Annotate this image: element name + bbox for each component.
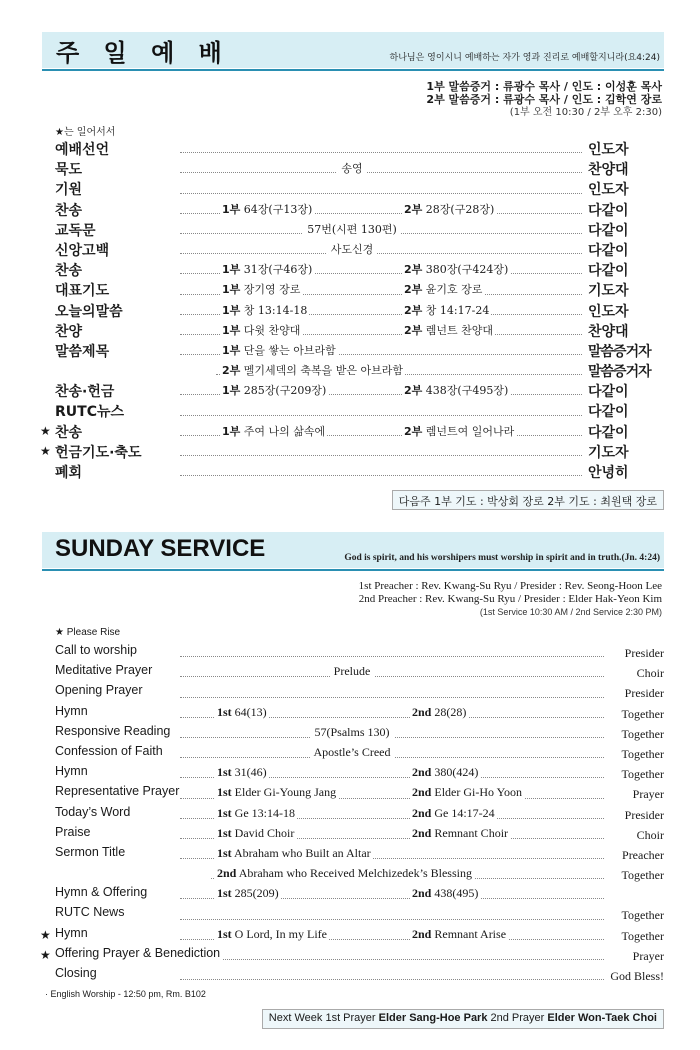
item-label: 기원 <box>55 179 175 199</box>
item-label: 찬송 <box>55 200 175 220</box>
second-service-text: 380(424) <box>431 765 479 780</box>
item-leader: 다같이 <box>588 422 664 442</box>
item-leader: 인도자 <box>588 301 664 321</box>
first-service-tag: 2부 <box>222 364 241 378</box>
first-service-content <box>215 886 281 901</box>
first-service-text: 창 13:14-18 <box>240 303 308 317</box>
english-next-week-box <box>262 1009 664 1029</box>
korean-preacher-2: 2부 말씀증거 : 류광수 목사 / 인도 : 김학연 장로 <box>426 93 662 106</box>
next-week-prayer-2: Elder Won-Taek Choi <box>547 1012 657 1024</box>
order-row <box>40 178 664 198</box>
first-service-content <box>220 201 314 217</box>
second-service-content <box>410 886 480 901</box>
second-service-text: 438(495) <box>431 886 479 901</box>
second-service-content <box>410 765 480 780</box>
second-service-text: 28장(구28장) <box>422 202 495 216</box>
korean-order-of-worship <box>40 138 664 481</box>
second-service-text: 창 14:17-24 <box>422 303 490 317</box>
item-leader: Presider <box>624 686 664 701</box>
first-service-tag: 1부 <box>222 283 241 297</box>
order-row <box>40 259 664 279</box>
order-row <box>40 300 664 320</box>
order-row <box>40 763 664 783</box>
item-leader: 인도자 <box>588 179 664 199</box>
item-label: Praise <box>55 824 91 839</box>
order-row <box>40 421 664 441</box>
first-service-content <box>215 806 297 821</box>
item-leader: Preacher <box>622 847 664 862</box>
second-service-text: Remnant Choir <box>431 825 509 840</box>
second-service-tag: 2부 <box>404 263 423 277</box>
first-service-content <box>215 705 269 720</box>
order-row <box>40 864 664 884</box>
order-row <box>40 380 664 400</box>
second-service-content <box>402 201 496 217</box>
korean-title: 주 일 예 배 <box>56 39 230 67</box>
rise-star-icon: ★ <box>40 443 51 458</box>
second-service-content <box>410 806 497 821</box>
second-service-content <box>402 382 510 398</box>
order-row <box>40 804 664 824</box>
order-row <box>40 320 664 340</box>
korean-header-rule <box>42 69 664 71</box>
first-service-content <box>215 846 373 861</box>
order-row <box>40 441 664 461</box>
first-service-text: 주여 나의 삶속에 <box>240 424 326 438</box>
leader-dots <box>180 415 582 416</box>
item-leader: 다같이 <box>588 240 664 260</box>
order-row <box>40 945 664 965</box>
item-label: Representative Prayer <box>55 784 180 799</box>
item-label: 묵도 <box>55 159 175 179</box>
first-service-tag: 1st <box>217 704 232 719</box>
order-row <box>40 965 664 985</box>
order-row <box>40 219 664 239</box>
english-service-time: (1st Service 10:30 AM / 2nd Service 2:30 PM) <box>479 607 662 617</box>
second-service-content <box>410 705 468 720</box>
item-content-text: 57(Psalms 130) <box>311 725 394 739</box>
first-service-tag: 1부 <box>222 263 241 277</box>
first-service-text: O Lord, In my Life <box>231 926 327 941</box>
item-label: RUTC뉴스 <box>55 401 175 421</box>
second-service-text: 28(28) <box>431 704 467 719</box>
korean-verse: 하나님은 영이시니 예배하는 자가 영과 진리로 예배할지니라(요4:24) <box>389 53 660 63</box>
leader-dots <box>180 475 582 476</box>
item-leader: 안녕히 <box>588 462 664 482</box>
item-leader: Together <box>621 706 664 721</box>
second-service-content <box>402 302 491 318</box>
order-row <box>40 158 664 178</box>
item-content <box>40 221 664 237</box>
item-leader: 다같이 <box>588 260 664 280</box>
item-leader: 다같이 <box>588 220 664 240</box>
item-leader: Together <box>621 908 664 923</box>
second-service-text: 윤기호 장로 <box>422 283 483 297</box>
item-leader: Together <box>621 928 664 943</box>
english-preacher-1: 1st Preacher : Rev. Kwang-Su Ryu / Presider : Rev. Seong-Hoon Lee <box>358 580 662 592</box>
item-leader: Together <box>621 767 664 782</box>
english-verse: God is spirit, and his worshipers must worship in spirit and in truth.(Jn. 4:24) <box>344 553 660 563</box>
first-service-text: 다윗 찬양대 <box>240 323 301 337</box>
item-label: Confession of Faith <box>55 743 163 758</box>
first-service-content <box>220 342 338 358</box>
first-service-content <box>220 281 302 297</box>
item-leader: 다같이 <box>588 401 664 421</box>
item-label: RUTC News <box>55 905 125 920</box>
item-leader: 인도자 <box>588 139 664 159</box>
order-row <box>40 360 664 380</box>
second-service-tag: 2부 <box>404 384 423 398</box>
english-title: SUNDAY SERVICE <box>55 535 266 562</box>
second-service-content <box>402 261 510 277</box>
item-label: Responsive Reading <box>55 723 171 738</box>
order-row <box>40 138 664 158</box>
item-leader: Prayer <box>632 787 664 802</box>
order-row <box>40 461 664 481</box>
leader-dots <box>180 193 582 194</box>
second-service-tag: 2nd <box>412 704 432 719</box>
korean-header-bar <box>42 32 664 68</box>
first-service-content <box>215 866 474 881</box>
korean-service-time: (1부 오전 10:30 / 2부 오후 2:30) <box>509 107 662 118</box>
leader-dots <box>180 919 604 920</box>
first-service-text: Abraham who Built an Altar <box>231 845 371 860</box>
second-service-tag: 2nd <box>412 886 432 901</box>
english-header-rule <box>42 569 664 571</box>
first-service-text: 31장(구46장) <box>240 263 313 277</box>
item-content-text: 57번(시편 130편) <box>303 223 401 236</box>
item-content-text: Apostle’s Creed <box>310 745 395 759</box>
item-content <box>40 664 664 679</box>
item-leader: 기도자 <box>588 280 664 300</box>
first-service-text: 285(209) <box>231 886 279 901</box>
first-service-text: 멜기세덱의 축복을 받은 아브라함 <box>240 364 404 378</box>
item-label: 찬송 <box>55 422 175 442</box>
first-service-tag: 1st <box>217 845 232 860</box>
item-content <box>40 745 664 760</box>
first-service-content <box>215 785 338 800</box>
leader-dots <box>180 979 604 980</box>
item-label: 찬송·헌금 <box>55 381 175 401</box>
order-row <box>40 400 664 420</box>
english-preacher-2: 2nd Preacher : Rev. Kwang-Su Ryu / Presider : Elder Hak-Yeon Kim <box>358 593 662 605</box>
order-row <box>40 662 664 682</box>
item-leader: 말씀증거자 <box>588 361 664 381</box>
order-row <box>40 682 664 702</box>
first-service-text: David Choir <box>231 825 295 840</box>
first-service-tag: 1st <box>217 886 232 901</box>
order-row <box>40 723 664 743</box>
item-label: Meditative Prayer <box>55 663 153 678</box>
order-row <box>40 783 664 803</box>
english-order-of-worship <box>40 642 664 985</box>
first-service-text: 64장(구13장) <box>240 202 313 216</box>
item-leader: Choir <box>636 666 664 681</box>
first-service-text: 31(46) <box>231 765 267 780</box>
item-leader: Together <box>621 726 664 741</box>
item-leader: Prayer <box>632 948 664 963</box>
item-leader: Together <box>621 868 664 883</box>
item-content <box>40 725 664 740</box>
item-content <box>40 241 664 257</box>
second-service-text: 렘넌트여 일어나라 <box>422 424 515 438</box>
first-service-tag: 1부 <box>222 303 241 317</box>
first-service-content <box>215 927 329 942</box>
leader-dots <box>180 152 582 153</box>
order-row <box>40 199 664 219</box>
first-service-tag: 1부 <box>222 202 241 216</box>
first-service-tag: 1부 <box>222 424 241 438</box>
second-service-tag: 2nd <box>412 785 432 800</box>
second-service-text: Remnant Arise <box>431 926 507 941</box>
first-service-tag: 1st <box>217 765 232 780</box>
english-rise-note: ★ Please Rise <box>55 627 121 638</box>
item-label: Offering Prayer & Benediction <box>55 945 221 960</box>
next-week-prefix: Next Week 1st Prayer <box>268 1012 379 1024</box>
leader-dots <box>180 455 582 456</box>
korean-next-week-box: 다음주 1부 기도 : 박상회 장로 2부 기도 : 최원택 장로 <box>392 490 664 510</box>
rise-star-icon: ★ <box>40 947 51 962</box>
second-service-tag: 2부 <box>404 323 423 337</box>
order-row <box>40 743 664 763</box>
second-service-content <box>410 826 510 841</box>
item-leader: 찬양대 <box>588 321 664 341</box>
first-service-tag: 1st <box>217 785 232 800</box>
first-service-text: Ge 13:14-18 <box>231 805 295 820</box>
item-leader: Presider <box>624 807 664 822</box>
second-service-content <box>402 423 516 439</box>
first-service-tag: 1st <box>217 926 232 941</box>
second-service-text: 렘넌트 찬양대 <box>422 323 494 337</box>
rise-star-icon: ★ <box>40 423 51 438</box>
item-label: 헌금기도·축도 <box>55 442 175 462</box>
item-label: Today’s Word <box>55 804 131 819</box>
second-service-text: 380장(구424장) <box>422 263 509 277</box>
order-row <box>40 824 664 844</box>
english-header-bar <box>42 532 664 568</box>
item-label: 예배선언 <box>55 139 175 159</box>
item-label: Closing <box>55 966 97 980</box>
first-service-tag: 1st <box>217 825 232 840</box>
first-service-content <box>220 362 405 378</box>
item-content <box>40 160 664 176</box>
korean-preacher-1: 1부 말씀증거 : 류광수 목사 / 인도 : 이성훈 목사 <box>426 80 662 93</box>
rise-star-icon: ★ <box>40 927 51 942</box>
item-label: 찬양 <box>55 321 175 341</box>
item-content-text: 송영 <box>337 162 366 175</box>
second-service-content <box>410 785 524 800</box>
next-week-prayer-1: Elder Sang-Hoe Park <box>378 1012 488 1024</box>
leader-dots <box>180 959 604 960</box>
item-label: Hymn & Offering <box>55 885 148 900</box>
first-service-content <box>215 765 269 780</box>
first-service-content <box>220 423 327 439</box>
leader-dots <box>180 656 604 657</box>
item-leader: 다같이 <box>588 381 664 401</box>
order-row <box>40 884 664 904</box>
first-service-tag: 1부 <box>222 323 241 337</box>
order-row <box>40 340 664 360</box>
item-leader: 말씀증거자 <box>588 341 664 361</box>
second-service-content <box>402 281 484 297</box>
first-service-content <box>220 322 302 338</box>
first-service-text: Elder Gi-Young Jang <box>231 785 337 800</box>
second-service-text: 438장(구495장) <box>422 384 509 398</box>
item-label: Sermon Title <box>55 844 126 859</box>
second-service-text: Ge 14:17-24 <box>431 805 495 820</box>
first-service-text: 64(13) <box>231 704 267 719</box>
korean-rise-note: ★는 일어서서 <box>55 127 116 138</box>
item-leader: 찬양대 <box>588 159 664 179</box>
order-row <box>40 904 664 924</box>
first-service-text: 장기영 장로 <box>240 283 301 297</box>
first-service-text: Abraham who Received Melchizedek’s Blessing <box>236 866 472 881</box>
item-label: Call to worship <box>55 643 137 657</box>
order-row <box>40 642 664 662</box>
first-service-content <box>220 261 314 277</box>
item-leader: Together <box>621 746 664 761</box>
next-week-mid: 2nd Prayer <box>487 1012 548 1024</box>
first-service-tag: 1st <box>217 805 232 820</box>
item-leader: 다같이 <box>588 200 664 220</box>
item-leader: Presider <box>624 646 664 660</box>
first-service-content <box>220 382 328 398</box>
item-label: Hymn <box>55 925 88 940</box>
second-service-tag: 2부 <box>404 424 423 438</box>
first-service-tag: 1부 <box>222 343 241 357</box>
order-row <box>40 844 664 864</box>
second-service-tag: 2nd <box>412 765 432 780</box>
second-service-content <box>410 927 508 942</box>
item-leader: 기도자 <box>588 442 664 462</box>
first-service-content <box>215 826 296 841</box>
order-row <box>40 703 664 723</box>
item-content-text: 사도신경 <box>327 243 378 256</box>
second-service-content <box>402 322 495 338</box>
item-label: 교독문 <box>55 220 175 240</box>
item-label: Opening Prayer <box>55 683 143 698</box>
item-label: 대표기도 <box>55 280 175 300</box>
item-label: 신앙고백 <box>55 240 175 260</box>
first-service-text: 단을 쌓는 아브라함 <box>240 343 336 357</box>
order-row <box>40 239 664 259</box>
second-service-tag: 2nd <box>412 926 432 941</box>
item-content-text: Prelude <box>330 664 375 678</box>
item-label: 폐회 <box>55 462 175 482</box>
second-service-tag: 2부 <box>404 303 423 317</box>
first-service-text: 285장(구209장) <box>240 384 327 398</box>
second-service-tag: 2nd <box>412 805 432 820</box>
item-label: Hymn <box>55 764 88 779</box>
first-service-tag: 1부 <box>222 384 241 398</box>
second-service-text: Elder Gi-Ho Yoon <box>431 785 523 800</box>
english-preachers <box>359 580 662 619</box>
korean-preachers <box>426 80 662 119</box>
item-label: Hymn <box>55 703 88 718</box>
item-label: 찬송 <box>55 260 175 280</box>
item-label: 오늘의말씀 <box>55 301 175 321</box>
item-label: 말씀제목 <box>55 341 175 361</box>
order-row <box>40 925 664 945</box>
first-service-tag: 2nd <box>217 866 237 881</box>
second-service-tag: 2nd <box>412 825 432 840</box>
item-leader: God Bless! <box>610 969 664 983</box>
leader-dots <box>180 697 604 698</box>
second-service-tag: 2부 <box>404 283 423 297</box>
item-leader: Choir <box>636 827 664 842</box>
first-service-content <box>220 302 309 318</box>
second-service-tag: 2부 <box>404 202 423 216</box>
order-row <box>40 279 664 299</box>
english-worship-note: · English Worship - 12:50 pm, Rm. B102 <box>45 989 206 999</box>
